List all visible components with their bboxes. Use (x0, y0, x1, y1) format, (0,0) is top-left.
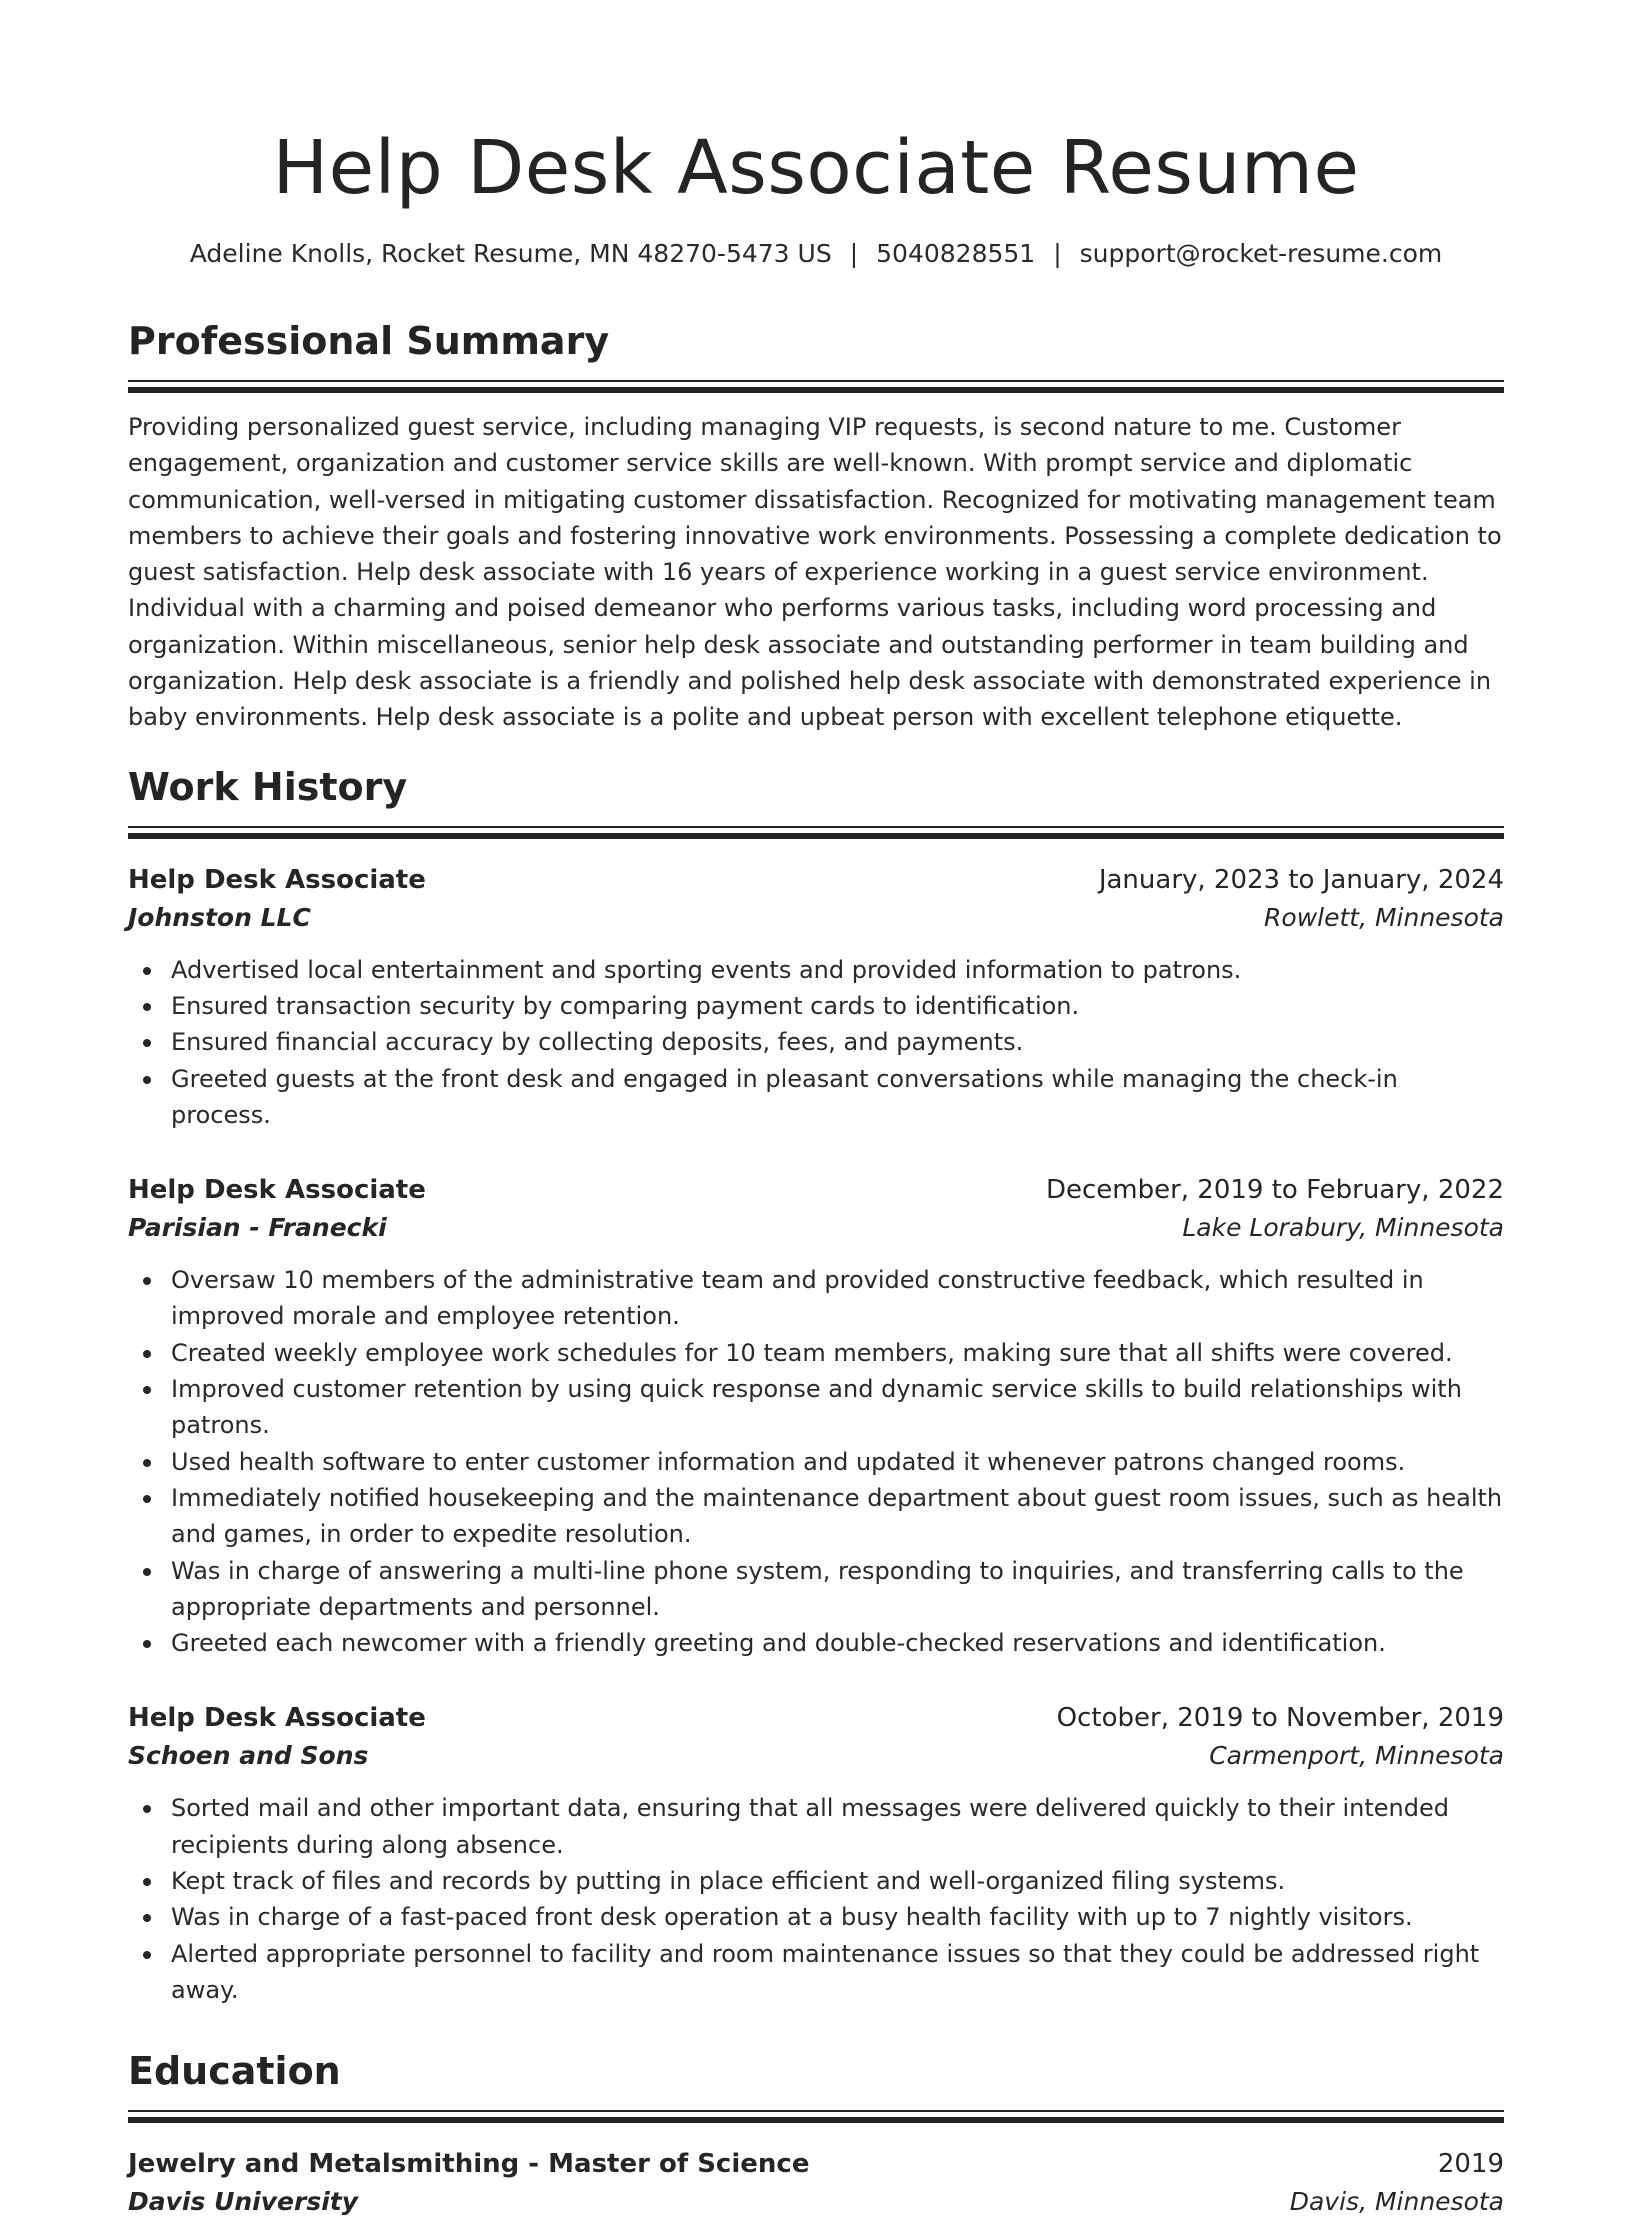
job-bullet: Alerted appropriate personnel to facility and room maintenance issues so that they could be addressed right away. (171, 1936, 1504, 2009)
job-location: Carmenport, Minnesota (1209, 1741, 1504, 1771)
section-rule-thick (128, 833, 1504, 839)
job-title: Help Desk Associate (128, 1703, 426, 1734)
job-bullets (128, 1262, 1504, 1661)
job-bullet: Advertised local entertainment and sporting events and provided information to patrons. (171, 952, 1504, 988)
job-bullet: Sorted mail and other important data, ensuring that all messages were delivered quickly to their intended recipients during along absence. (171, 1790, 1504, 1863)
job-bullet: Kept track of files and records by putting in place efficient and well-organized filing systems. (171, 1863, 1504, 1899)
job-bullet: Was in charge of answering a multi-line phone system, responding to inquiries, and transferring calls to the appropriate departments and personnel. (171, 1553, 1504, 1626)
section-heading-work: Work History (128, 764, 408, 809)
job-entry (128, 861, 1504, 1133)
job-bullets (128, 1790, 1504, 2008)
section-rule-thick (128, 387, 1504, 393)
job-dates: December, 2019 to February, 2022 (1045, 1175, 1504, 1206)
job-location: Lake Lorabury, Minnesota (1182, 1213, 1504, 1243)
job-company: Johnston LLC (128, 902, 311, 932)
section-heading-education: Education (128, 2049, 341, 2094)
job-bullet: Used health software to enter customer information and updated it whenever patrons changed rooms. (171, 1444, 1504, 1480)
resume-title: Help Desk Associate Resume (272, 125, 1360, 211)
section-rule-thin (128, 826, 1504, 828)
job-bullet: Oversaw 10 members of the administrative team and provided constructive feedback, which resulted in improved morale and employee retention. (171, 1262, 1504, 1335)
job-company: Schoen and Sons (128, 1741, 369, 1771)
job-company-row (128, 899, 1504, 937)
job-bullet: Greeted guests at the front desk and engaged in pleasant conversations while managing the check-in process. (171, 1061, 1504, 1134)
education-school-row (128, 2183, 1504, 2221)
education-school: Davis University (128, 2187, 359, 2217)
job-entry (128, 1171, 1504, 1661)
education-entry (128, 2145, 1504, 2221)
job-title: Help Desk Associate (128, 864, 426, 895)
job-entry (128, 1699, 1504, 2008)
job-bullet: Was in charge of a fast-paced front desk operation at a busy health facility with up to 7 nightly visitors. (171, 1899, 1504, 1935)
contact-separator: | (849, 239, 859, 268)
job-header-row (128, 861, 1504, 899)
section-heading-summary: Professional Summary (128, 319, 610, 363)
education-header-row (128, 2145, 1504, 2183)
job-bullet: Ensured transaction security by comparing payment cards to identification. (171, 988, 1504, 1024)
contact-line (128, 234, 1504, 274)
job-dates: January, 2023 to January, 2024 (1098, 864, 1504, 895)
education-degree: Jewelry and Metalsmithing - Master of Science (128, 2149, 810, 2180)
education-location: Davis, Minnesota (1289, 2187, 1504, 2217)
job-company-row (128, 1737, 1504, 1775)
job-bullet: Immediately notified housekeeping and the maintenance department about guest room issues, such as health and games, in order to expedite resolution. (171, 1480, 1504, 1553)
section-rule-thick (128, 2117, 1504, 2123)
contact-address: Adeline Knolls, Rocket Resume, MN 48270-5473 US (189, 239, 832, 268)
job-dates: October, 2019 to November, 2019 (1056, 1703, 1504, 1734)
job-header-row (128, 1171, 1504, 1209)
education-section (128, 2046, 1504, 2221)
professional-summary-section (128, 316, 1504, 736)
contact-phone: 5040828551 (876, 239, 1036, 268)
job-location: Rowlett, Minnesota (1264, 902, 1504, 932)
job-title: Help Desk Associate (128, 1175, 426, 1206)
job-bullet: Greeted each newcomer with a friendly greeting and double-checked reservations and identification. (171, 1625, 1504, 1661)
job-company-row (128, 1209, 1504, 1247)
section-rule-thin (128, 380, 1504, 382)
education-year: 2019 (1437, 2149, 1504, 2180)
job-bullet: Improved customer retention by using quick response and dynamic service skills to build relationships with patrons. (171, 1371, 1504, 1444)
job-bullet: Ensured financial accuracy by collecting deposits, fees, and payments. (171, 1024, 1504, 1060)
job-bullet: Created weekly employee work schedules for 10 team members, making sure that all shifts were covered. (171, 1335, 1504, 1371)
job-bullets (128, 952, 1504, 1133)
summary-text: Providing personalized guest service, including managing VIP requests, is second nature to me. Customer engagement, organization and customer service skills are well-known. With prompt service and diplomatic communication, well-versed in mitigating customer dissatisfaction. Recognized for motivating management team members to achieve their goals and fostering innovative work environments. Possessing a complete dedication to guest satisfaction. Help desk associate with 16 years of experience working in a guest service environment. Individual with a charming and poised demeanor who performs various tasks, including word processing and organization. Within miscellaneous, senior help desk associate and outstanding performer in team building and organization. Help desk associate is a friendly and polished help desk associate with demonstrated experience in baby environments. Help desk associate is a polite and upbeat person with excellent telephone etiquette. (128, 413, 1502, 732)
work-history-section (128, 762, 1504, 2009)
job-header-row (128, 1699, 1504, 1737)
contact-email: support@rocket-resume.com (1079, 239, 1443, 268)
contact-separator: | (1053, 239, 1062, 268)
job-company: Parisian - Franecki (128, 1213, 387, 1243)
